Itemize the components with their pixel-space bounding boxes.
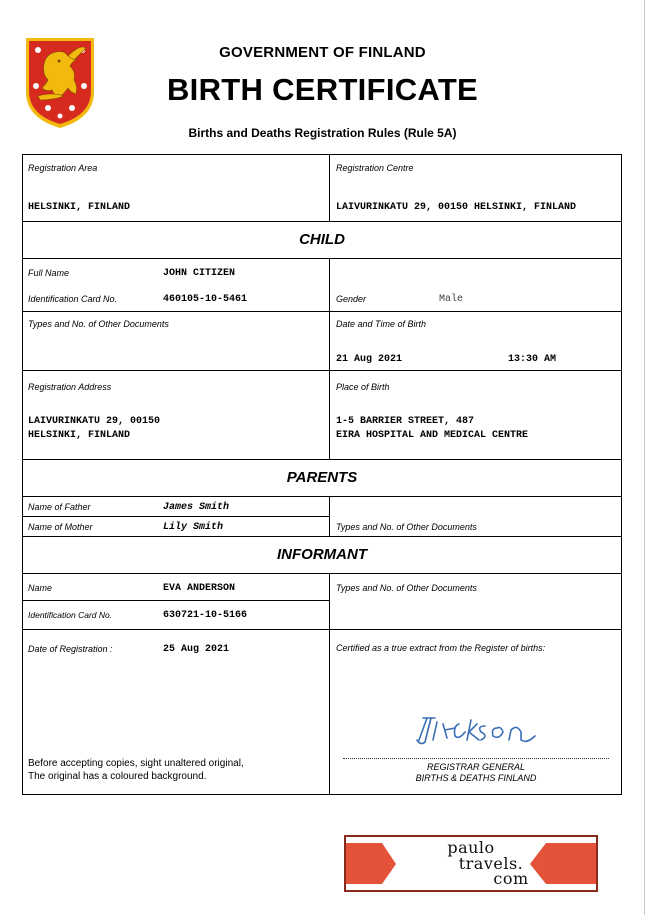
informant-id-value: 630721-10-5166 [163, 610, 248, 621]
coat-of-arms-icon [24, 34, 96, 130]
place-of-birth-label: Place of Birth [336, 382, 390, 392]
father-value: James Smith [163, 502, 230, 513]
gender-label: Gender [336, 294, 367, 304]
gender-value: Male [439, 294, 464, 305]
place-of-birth-line2: EIRA HOSPITAL AND MEDICAL CENTRE [336, 430, 529, 441]
column-divider [329, 573, 330, 794]
logo-text-line1: paulo [447, 838, 495, 857]
mother-label: Name of Mother [28, 522, 93, 532]
registration-date-value: 25 Aug 2021 [163, 644, 230, 655]
rule-subtitle: Births and Deaths Registration Rules (Rule 5A) [188, 126, 457, 140]
informant-name-label: Name [28, 583, 53, 593]
signature-line [343, 758, 609, 759]
divider [23, 573, 621, 574]
certificate-form [22, 154, 622, 795]
section-title-child: CHILD [299, 231, 345, 248]
logo-text-line2: travels. [458, 853, 524, 873]
divider [23, 221, 621, 222]
section-title-informant: INFORMANT [277, 546, 367, 563]
divider [23, 516, 330, 517]
informant-name-value: EVA ANDERSON [163, 583, 236, 594]
registrar-title-line1: REGISTRAR GENERAL [426, 762, 526, 772]
paulo-travels-logo [344, 835, 598, 892]
certified-label: Certified as a true extract from the Register of births: [336, 643, 546, 653]
full-name-value: JOHN CITIZEN [163, 268, 236, 279]
place-of-birth-line1: 1-5 BARRIER STREET, 487 [336, 416, 475, 427]
mother-value: Lily Smith [163, 522, 224, 533]
section-title-parents: PARENTS [286, 469, 358, 486]
parents-other-docs-label: Types and No. of Other Documents [336, 522, 477, 532]
divider [23, 370, 621, 371]
child-id-value: 460105-10-5461 [163, 294, 248, 305]
dob-time-value: 13:30 AM [508, 354, 557, 365]
registration-area-label: Registration Area [28, 163, 98, 173]
column-divider [329, 496, 330, 536]
reg-address-label: Registration Address [28, 382, 112, 392]
registration-centre-value: LAIVURINKATU 29, 00150 HELSINKI, FINLAND [336, 202, 577, 213]
registration-area-value: HELSINKI, FINLAND [28, 202, 131, 213]
divider [23, 258, 621, 259]
reg-address-line2: HELSINKI, FINLAND [28, 430, 131, 441]
government-title: GOVERNMENT OF FINLAND [219, 44, 426, 61]
logo-text-line3: com [493, 869, 529, 888]
logo-text [386, 840, 556, 887]
divider [23, 600, 330, 601]
reg-address-line1: LAIVURINKATU 29, 00150 [28, 416, 161, 427]
registrar-title-line2: BIRTHS & DEATHS FINLAND [415, 773, 537, 783]
document-title: BIRTH CERTIFICATE [166, 72, 479, 107]
divider [23, 459, 621, 460]
column-divider [329, 155, 330, 221]
divider [23, 536, 621, 537]
divider [23, 311, 621, 312]
column-divider [329, 258, 330, 459]
registration-date-label: Date of Registration : [28, 644, 113, 654]
divider [23, 496, 621, 497]
dob-label: Date and Time of Birth [336, 319, 426, 329]
dob-date-value: 21 Aug 2021 [336, 354, 403, 365]
informant-other-docs-label: Types and No. of Other Documents [336, 583, 477, 593]
child-id-label: Identification Card No. [28, 294, 118, 304]
divider [23, 629, 621, 630]
full-name-label: Full Name [28, 268, 70, 278]
father-label: Name of Father [28, 502, 91, 512]
child-other-docs-label: Types and No. of Other Documents [28, 319, 169, 329]
informant-id-label: Identification Card No. [28, 610, 113, 620]
copy-notice-line2: The original has a coloured background. [28, 771, 207, 782]
registrar-signature [413, 710, 543, 750]
copy-notice-line1: Before accepting copies, sight unaltered original, [28, 758, 244, 769]
registration-centre-label: Registration Centre [336, 163, 414, 173]
